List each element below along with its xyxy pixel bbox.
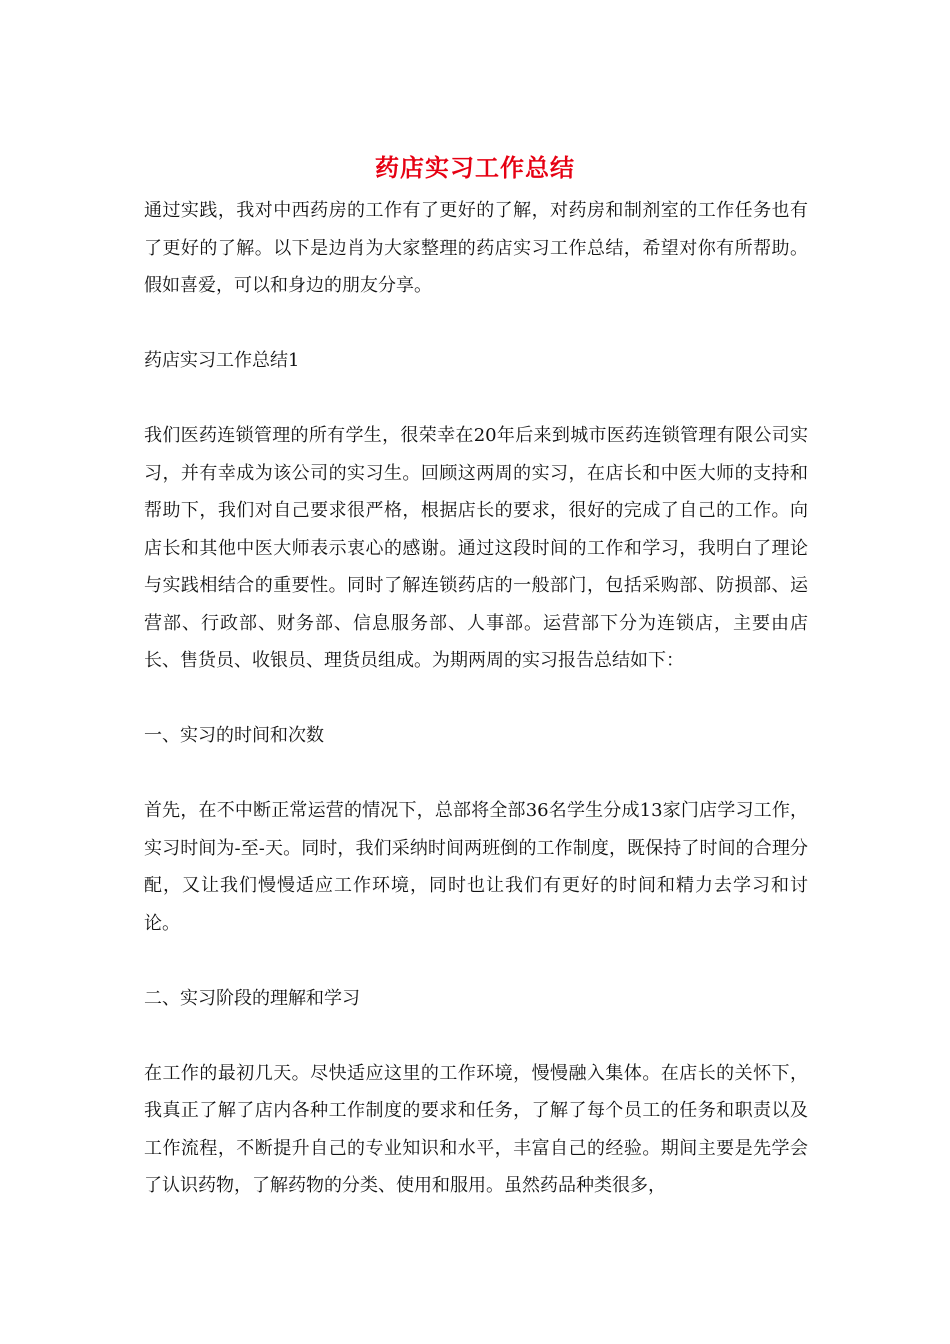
paragraph-spacer (144, 942, 808, 980)
body-paragraph-2: 首先，在不中断正常运营的情况下，总部将全部36名学生分成13家门店学习工作，实习时间为-至-天。同时，我们采纳时间两班倒的工作制度，既保持了时间的合理分配，又让我们慢慢适应工作环境，同时也让我们有更好的时间和精力去学习和讨论。 (144, 800, 808, 934)
paragraph-spacer (144, 380, 808, 418)
subheading-1: 一、实习的时间和次数 (144, 725, 324, 746)
paragraph-spacer (144, 755, 808, 793)
subheading-2: 二、实习阶段的理解和学习 (144, 987, 360, 1009)
body-paragraph-1: 我们医药连锁管理的所有学生，很荣幸在20年后来到城市医药连锁管理有限公司实习，并有幸成为该公司的实习生。回顾这两周的实习，在店长和中医大师的支持和帮助下，我们对自己要求很严格，根据店长的要求，很好的完成了自己的工作。向店长和其他中医大师表示衷心的感谢。通过这段时间的工作和学习，我明白了理论与实践相结合的重要性。同时了解连锁药店的一般部门，包括采购部、防损部、运营部、行政部、财务部、信息服务部、人事部。运营部下分为连锁店，主要由店长、售货员、收银员、理货员组成。为期两周的实习报告总结如下： (144, 425, 808, 671)
paragraph-spacer (144, 680, 808, 718)
intro-paragraph: 通过实践，我对中西药房的工作有了更好的了解，对药房和制剂室的工作任务也有了更好的了解。以下是边肖为大家整理的药店实习工作总结，希望对你有所帮助。假如喜爱，可以和身边的朋友分享。 (144, 200, 808, 296)
section-heading: 药店实习工作总结1 (144, 350, 300, 371)
paragraph-spacer (144, 305, 808, 343)
paragraph-spacer (144, 1017, 808, 1055)
document-body (144, 192, 808, 1205)
body-paragraph-3: 在工作的最初几天。尽快适应这里的工作环境，慢慢融入集体。在店长的关怀下，我真正了解了店内各种工作制度的要求和任务，了解了每个员工的任务和职责以及工作流程，不断提升自己的专业知识和水平，丰富自己的经验。期间主要是先学会了认识药物，了解药物的分类、使用和服用。虽然药品种类很多， (144, 1062, 808, 1196)
document-title: 药店实习工作总结 (375, 153, 575, 182)
